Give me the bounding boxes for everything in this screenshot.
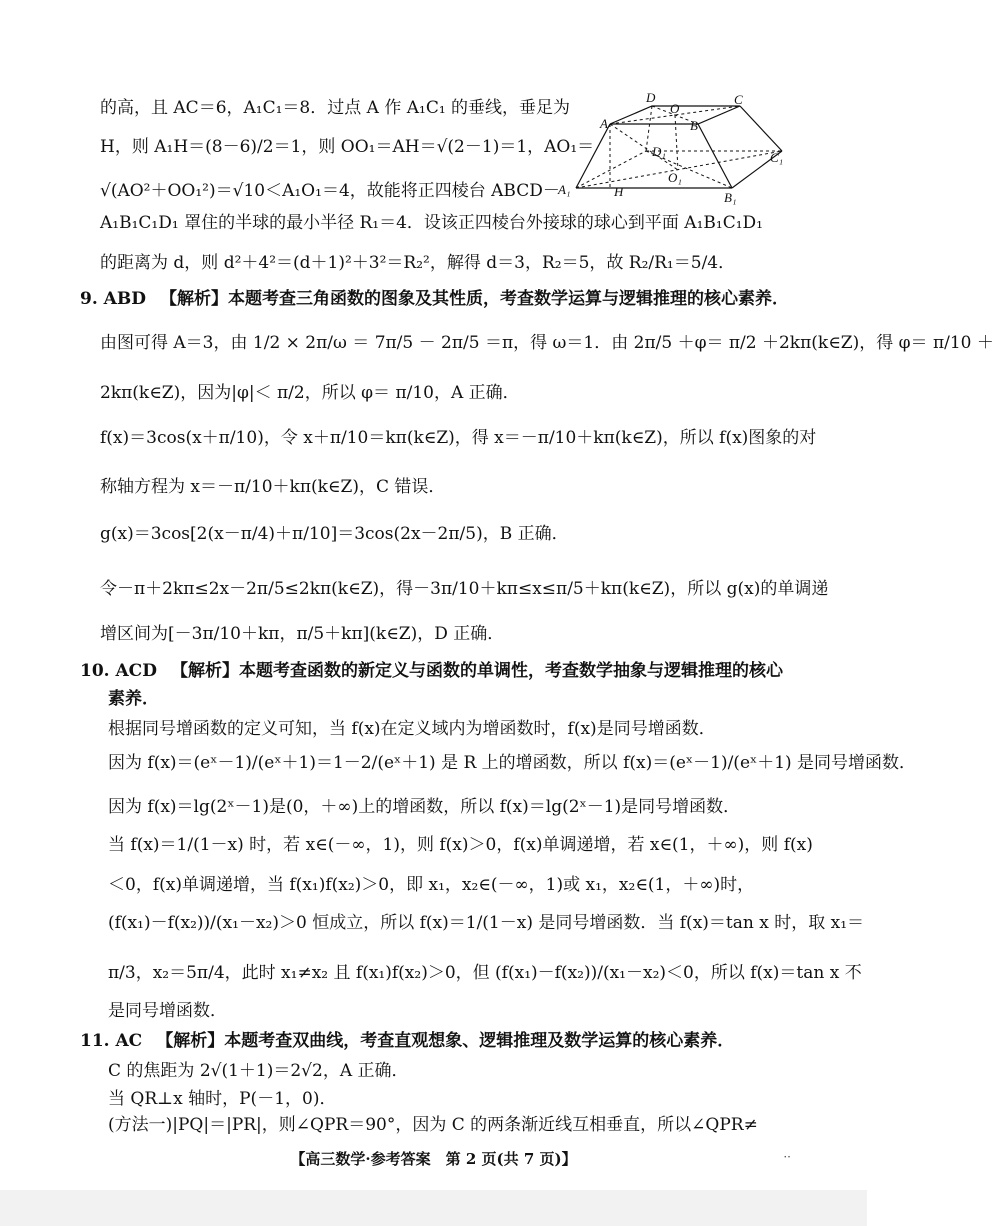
q11-header [80,1030,734,1052]
q9-analysis: 【解析】本题考查三角函数的图象及其性质，考查数学运算与逻辑推理的核心素养． [159,289,789,309]
q8-line-4: A₁B₁C₁D₁ 罩住的半球的最小半径 R₁＝4．设该正四棱台外接球的球心到平面 A₁B₁C₁D₁ [100,213,763,233]
q10-answer: 10. ACD [80,661,157,681]
label-D1: D₁ [652,144,666,159]
q10-line-7: π/3，x₂＝5π/4，此时 x₁≠x₂ 且 f(x₁)f(x₂)＞0，但 (f(x₁)－f(x₂))/(x₁－x₂)＜0，所以 f(x)＝tan x 不 [108,963,862,983]
q10-line-5: ＜0，f(x)单调递增，当 f(x₁)f(x₂)＞0，即 x₁，x₂∈(－∞，1)或 x₁，x₂∈(1，＋∞)时， [108,875,755,895]
q10-line-2: 因为 f(x)＝(eˣ－1)/(eˣ＋1)＝1－2/(eˣ＋1) 是 R 上的增函数，所以 f(x)＝(eˣ－1)/(eˣ＋1) 是同号增函数． [108,753,917,773]
label-B1: B₁ [724,190,737,205]
q10-line-8: 是同号增函数． [108,1001,227,1021]
label-O1: O₁ [668,170,682,185]
q10-analysis: 【解析】本题考查函数的新定义与函数的单调性，考查数学抽象与逻辑推理的核心 [170,661,783,681]
label-A: A [600,116,608,131]
q10-header [80,660,783,682]
label-C1: C₁ [770,150,784,165]
q10-line-6: (f(x₁)－f(x₂))/(x₁－x₂)＞0 恒成立，所以 f(x)＝1/(1－x) 是同号增函数．当 f(x)＝tan x 时，取 x₁＝ [108,913,865,933]
q8-line-2: H，则 A₁H＝(8－6)/2＝1，则 OO₁＝AH＝√(2－1)＝1，AO₁＝ [100,137,595,157]
q8-line-1: 的高，且 AC＝6，A₁C₁＝8．过点 A 作 A₁C₁ 的垂线，垂足为 [100,98,571,118]
q9-line-3: f(x)＝3cos(x＋π/10)，令 x＋π/10＝kπ(k∈Z)，得 x＝－π/10＋kπ(k∈Z)，所以 f(x)图象的对 [100,428,817,448]
label-D: D [646,90,656,105]
q9-answer: 9. ABD [80,289,146,309]
q11-line-2: 当 QR⊥x 轴时，P(－1，0)． [108,1089,337,1109]
q11-answer: 11. AC [80,1031,143,1051]
page-footer: 【高三数学·参考答案 第 2 页(共 7 页)】 [290,1150,577,1168]
q10-header-cont: 素养． [108,689,159,709]
label-H: H [614,184,624,199]
q10-line-1: 根据同号增函数的定义可知，当 f(x)在定义域内为增函数时，f(x)是同号增函数． [108,719,716,739]
q10-line-4: 当 f(x)＝1/(1－x) 时，若 x∈(－∞，1)，则 f(x)＞0，f(x)单调递增，若 x∈(1，＋∞)，则 f(x) [108,835,813,855]
q9-line-5: g(x)＝3cos[2(x－π/4)＋π/10]＝3cos(2x－2π/5)，B 正确． [100,524,569,544]
q9-line-6: 令－π＋2kπ≤2x－2π/5≤2kπ(k∈Z)，得－3π/10＋kπ≤x≤π/5＋kπ(k∈Z)，所以 g(x)的单调递 [100,579,829,599]
q9-line-4: 称轴方程为 x＝－π/10＋kπ(k∈Z)，C 错误． [100,477,446,497]
q9-header [80,288,789,310]
label-B: B [690,118,698,133]
label-A1: A₁ [558,182,571,197]
corner-mark: ·· [783,1150,791,1164]
q11-analysis: 【解析】本题考查双曲线，考查直观想象、逻辑推理及数学运算的核心素养． [156,1031,735,1051]
q8-line-3: √(AO²＋OO₁²)＝√10＜A₁O₁＝4，故能将正四棱台 ABCD－ [100,181,560,201]
q8-line-5: 的距离为 d，则 d²＋4²＝(d＋1)²＋3²＝R₂²，解得 d＝3，R₂＝5，故 R₂/R₁＝5/4． [100,253,736,273]
bottom-bar [0,1190,867,1226]
frustum-figure [556,90,794,208]
q9-line-2: 2kπ(k∈Z)，因为|φ|＜ π/2，所以 φ＝ π/10，A 正确． [100,383,520,403]
q11-line-1: C 的焦距为 2√(1＋1)＝2√2，A 正确． [108,1061,409,1081]
label-C: C [734,92,743,107]
label-O: O [670,101,680,116]
q9-line-7: 增区间为[－3π/10＋kπ，π/5＋kπ](k∈Z)，D 正确． [100,624,505,644]
q10-line-3: 因为 f(x)＝lg(2ˣ－1)是(0，＋∞)上的增函数，所以 f(x)＝lg(2ˣ－1)是同号增函数． [108,797,741,817]
q9-line-1: 由图可得 A＝3，由 1/2 × 2π/ω ＝ 7π/5 － 2π/5 ＝π，得 ω＝1．由 2π/5 ＋φ＝ π/2 ＋2kπ(k∈Z)，得 φ＝ π/10 ＋ [100,333,994,353]
q11-line-3: (方法一)|PQ|＝|PR|，则∠QPR＝90°，因为 C 的两条渐近线互相垂直，所以∠QPR≠ [108,1115,758,1135]
